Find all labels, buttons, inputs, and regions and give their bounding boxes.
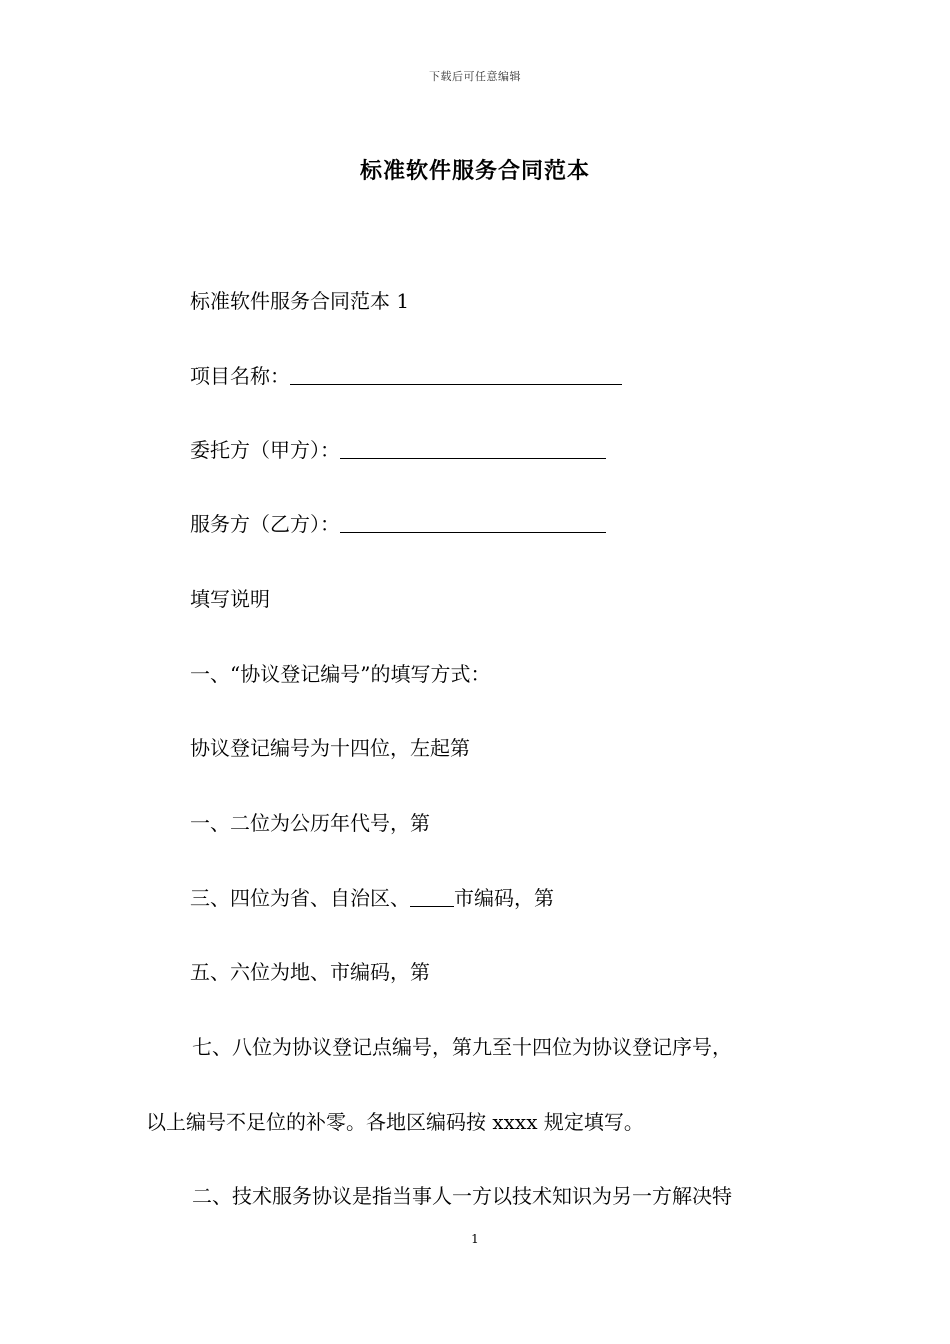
document-title: 标准软件服务合同范本: [359, 158, 590, 184]
field-party-a-label: 委托方（甲方）：: [190, 438, 340, 462]
item-1-line-3-before: 三、四位为省、自治区、: [190, 886, 410, 910]
field-party-b-label: 服务方（乙方）：: [190, 512, 340, 536]
instructions-heading: 填写说明: [190, 587, 270, 611]
document-subtitle: 标准软件服务合同范本 1: [190, 289, 410, 313]
item-1-line-4: 五、六位为地、市编码，第: [190, 960, 430, 984]
item-1-line-3-after: 市编码，第: [454, 886, 554, 910]
field-party-a-blank: [340, 438, 606, 459]
field-project-name-label: 项目名称：: [190, 364, 290, 388]
item-1-line-1: 协议登记编号为十四位，左起第: [190, 736, 470, 760]
item-1-line-3: [190, 884, 554, 912]
item-1-line-3-blank: [410, 886, 454, 907]
item-1-heading: 一、“协议登记编号”的填写方式：: [190, 662, 491, 686]
field-project-name: [190, 362, 622, 390]
item-2-line-1: 二、技术服务协议是指当事人一方以技术知识为另一方解决特: [192, 1184, 732, 1208]
field-party-b: [190, 510, 606, 538]
field-project-name-blank: [290, 364, 622, 385]
item-1-line-5: 七、八位为协议登记点编号，第九至十四位为协议登记序号，: [192, 1035, 732, 1059]
item-1-line-6: 以上编号不足位的补零。各地区编码按 xxxx 规定填写。: [146, 1110, 644, 1134]
header-note: 下载后可任意编辑: [429, 70, 521, 83]
field-party-a: [190, 436, 606, 464]
page-number: 1: [471, 1232, 479, 1246]
item-1-line-2: 一、二位为公历年代号，第: [190, 811, 430, 835]
field-party-b-blank: [340, 512, 606, 533]
